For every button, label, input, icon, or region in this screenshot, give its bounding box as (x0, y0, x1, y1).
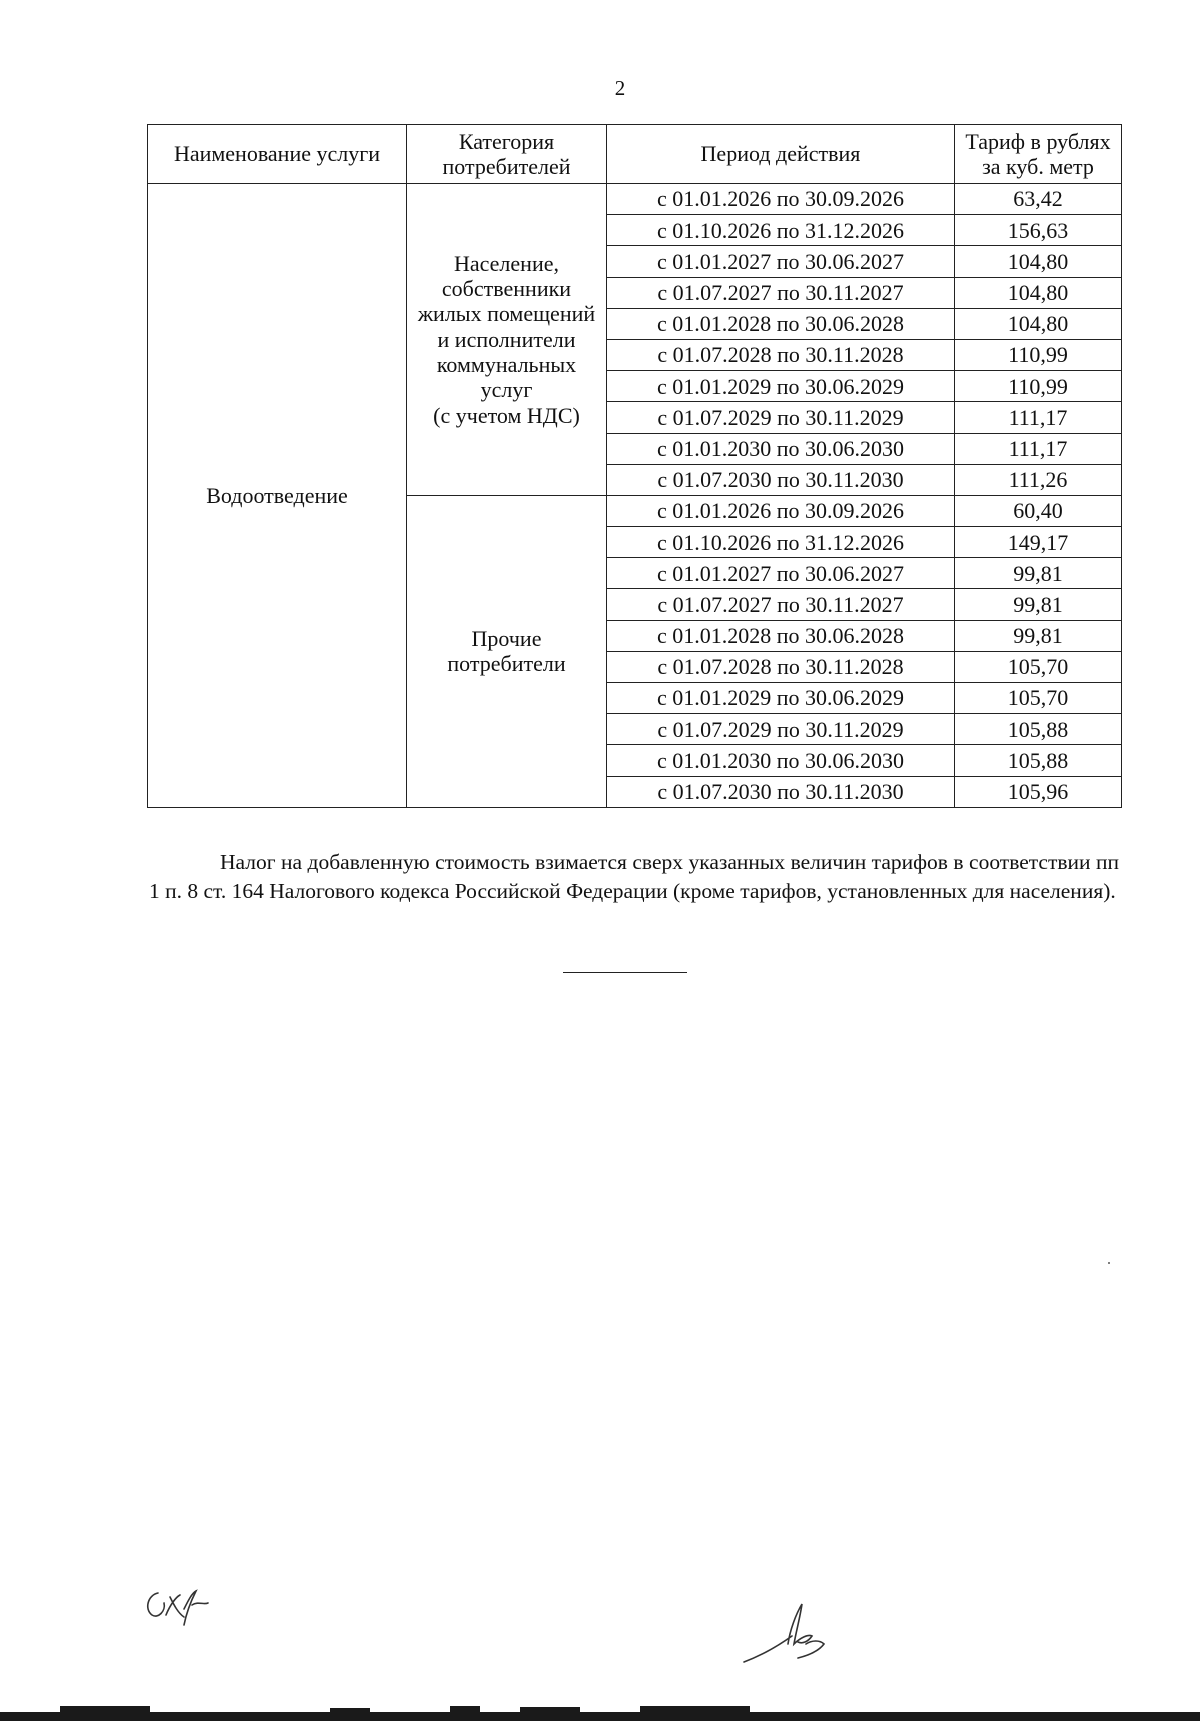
tariff-cell: 99,81 (955, 620, 1122, 651)
tariff-cell: 105,96 (955, 776, 1122, 807)
period-cell: с 01.07.2028 по 30.11.2028 (607, 339, 955, 370)
table-header-row (148, 125, 1122, 184)
header-service-name: Наименование услуги (148, 125, 407, 184)
tariff-cell: 105,70 (955, 683, 1122, 714)
tariff-table (147, 124, 1122, 808)
tariff-cell: 110,99 (955, 371, 1122, 402)
period-cell: с 01.07.2028 по 30.11.2028 (607, 651, 955, 682)
period-cell: с 01.10.2026 по 31.12.2026 (607, 527, 955, 558)
scan-speck (1108, 1262, 1110, 1264)
service-name-cell: Водоотведение (148, 184, 407, 808)
period-cell: с 01.01.2030 по 30.06.2030 (607, 433, 955, 464)
category-cell-population: Население, собственники жилых помещений и исполнители коммунальных услуг (с учетом НДС) (407, 184, 607, 496)
table-row (148, 184, 1122, 215)
period-cell: с 01.07.2029 по 30.11.2029 (607, 714, 955, 745)
tariff-cell: 111,17 (955, 433, 1122, 464)
tariff-cell: 111,26 (955, 464, 1122, 495)
period-cell: с 01.01.2026 по 30.09.2026 (607, 184, 955, 215)
scan-edge-strip (0, 1706, 1200, 1721)
page-number: 2 (614, 76, 626, 100)
tariff-cell: 104,80 (955, 308, 1122, 339)
header-tariff: Тариф в рублях за куб. метр (955, 125, 1122, 184)
tariff-cell: 156,63 (955, 215, 1122, 246)
vat-note: Налог на добавленную стоимость взимается сверх указанных величин тарифов в соответствии пп 1 п. 8 ст. 164 Налогового кодекса Российской Федерации (кроме тарифов, установленных для населения). (149, 849, 1119, 903)
tariff-cell: 104,80 (955, 246, 1122, 277)
period-cell: с 01.10.2026 по 31.12.2026 (607, 215, 955, 246)
tariff-cell: 99,81 (955, 558, 1122, 589)
period-cell: с 01.07.2029 по 30.11.2029 (607, 402, 955, 433)
period-cell: с 01.07.2027 по 30.11.2027 (607, 277, 955, 308)
period-cell: с 01.01.2029 по 30.06.2029 (607, 683, 955, 714)
period-cell: с 01.07.2030 по 30.11.2030 (607, 776, 955, 807)
tariff-cell: 105,88 (955, 745, 1122, 776)
period-cell: с 01.01.2030 по 30.06.2030 (607, 745, 955, 776)
tariff-cell: 110,99 (955, 339, 1122, 370)
period-cell: с 01.01.2029 по 30.06.2029 (607, 371, 955, 402)
tariff-cell: 99,81 (955, 589, 1122, 620)
initials-signature-left (140, 1575, 220, 1635)
period-cell: с 01.07.2027 по 30.11.2027 (607, 589, 955, 620)
tariff-cell: 105,70 (955, 651, 1122, 682)
period-cell: с 01.01.2027 по 30.06.2027 (607, 246, 955, 277)
tariff-cell: 111,17 (955, 402, 1122, 433)
header-validity-period: Период действия (607, 125, 955, 184)
header-consumer-category: Категория потребителей (407, 125, 607, 184)
tariff-cell: 105,88 (955, 714, 1122, 745)
end-divider (563, 972, 687, 973)
period-cell: с 01.01.2027 по 30.06.2027 (607, 558, 955, 589)
tariff-cell: 63,42 (955, 184, 1122, 215)
tariff-cell: 104,80 (955, 277, 1122, 308)
period-cell: с 01.01.2026 по 30.09.2026 (607, 495, 955, 526)
period-cell: с 01.01.2028 по 30.06.2028 (607, 308, 955, 339)
period-cell: с 01.07.2030 по 30.11.2030 (607, 464, 955, 495)
tariff-cell: 149,17 (955, 527, 1122, 558)
period-cell: с 01.01.2028 по 30.06.2028 (607, 620, 955, 651)
tariff-cell: 60,40 (955, 495, 1122, 526)
signature-right (740, 1600, 830, 1670)
category-cell-other: Прочие потребители (407, 495, 607, 807)
